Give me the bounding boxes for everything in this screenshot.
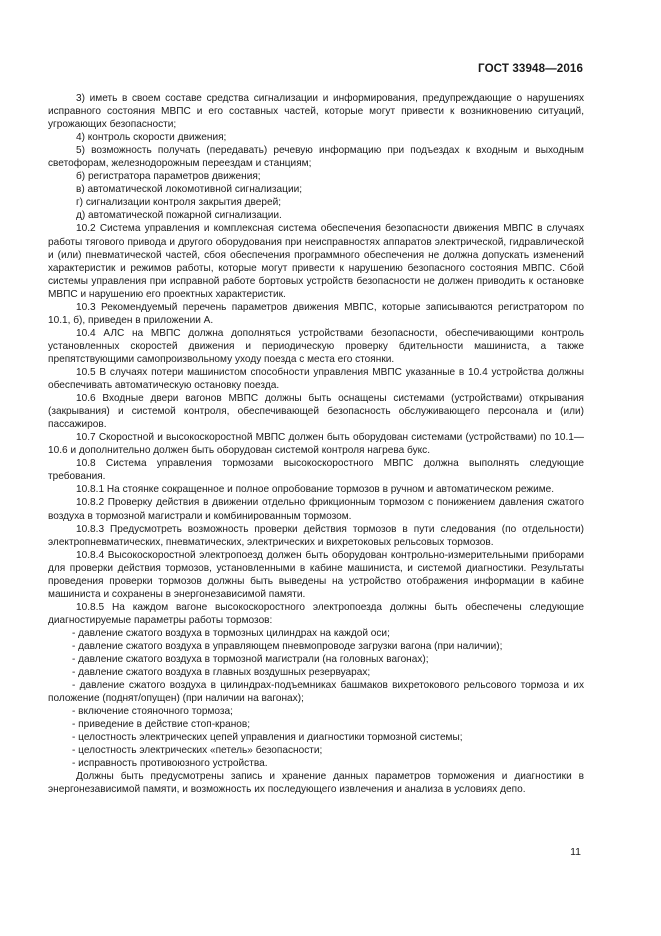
paragraph-10-5: 10.5 В случаях потери машинистом способности управления МВПС указанные в 10.4 устройства должны обеспечивать автоматическую остановку поезда. [48,366,584,392]
paragraph-10-4: 10.4 АЛС на МВПС должна дополняться устройствами безопасности, обеспечивающими контроль установленных скоростей движения и периодическую проверку бдительности машиниста, а также препятствующими самопроизвольному уходу поезда с места его стоянки. [48,327,584,365]
paragraph-item-g: г) сигнализации контроля закрытия дверей; [76,197,282,209]
dash-item: - приведение в действие стоп-кранов; [72,719,251,731]
paragraph-closing: Должны быть предусмотрены запись и хранение данных параметров торможения и диагностики в энергонезависимой памяти, и возможность их последующего извлечения и анализа в условиях депо. [48,771,584,796]
document-header: ГОСТ 33948—2016 [478,62,583,75]
paragraph-item-d: д) автоматической пожарной сигнализации. [76,210,282,222]
paragraph-item-v: в) автоматической локомотивной сигнализации; [76,184,303,196]
paragraph-10-8-5: 10.8.5 На каждом вагоне высокоскоростного электропоезда должны быть обеспечены следующие диагностируемые параметры работы тормозов: [48,601,584,626]
paragraph-10-2: 10.2 Система управления и комплексная система обеспечения безопасности движения МВПС в случаях работы тягового привода и другого оборудования при неисправностях аппаратов электрической, гидравлической и (или) пневматической частей, сбоя обеспечения программного обеспечения не должна допускать изменений характеристик и режимов работы, которые могут привести к нарушению безопасного состояния МВПС. Сбой системы управления при исправной работе бортовых устройств безопасности не должен приводить к остановке МВПС и нарушению его проектных характеристик. [48,223,584,300]
paragraph-10-7: 10.7 Скоростной и высокоскоростной МВПС должен быть оборудован системами (устройствами) по 10.1—10.6 и дополнительно должен быть оборудован системой контроля нагрева букс. [48,432,584,457]
paragraph-item-b: б) регистратора параметров движения; [76,171,261,183]
paragraph-item-5: 5) возможность получать (передавать) речевую информацию при подъездах к входным и выходным светофорам, железнодорожным переездам и станциям; [48,145,584,170]
paragraph-10-8-1: 10.8.1 На стоянке сокращенное и полное опробование тормозов в ручном и автоматическом режиме. [76,484,555,496]
dash-item: - давление сжатого воздуха в управляющем пневмопроводе загрузки вагона (при наличии); [72,640,503,652]
paragraph-10-8: 10.8 Система управления тормозами высокоскоростного МВПС должна выполнять следующие требования. [48,458,584,483]
paragraph-10-8-2: 10.8.2 Проверку действия в движении отдельно фрикционным тормозом с понижением давления сжатого воздуха в тормозной магистрали и комбинированным тормозом. [48,497,584,522]
dash-item: - включение стояночного тормоза; [72,706,233,718]
paragraph-10-6: 10.6 Входные двери вагонов МВПС должны быть оснащены системами (устройствами) открывания (закрывания) и системой контроля, обеспечивающей безопасность обслуживающего персонала и (или) пассажиров. [48,393,584,431]
dash-item: - целостность электрических цепей управления и диагностики тормозной системы; [72,732,463,744]
page-number: 11 [570,846,581,858]
dash-item: - давление сжатого воздуха в тормозной магистрали (на головных вагонах); [72,654,429,666]
dash-item: - давление сжатого воздуха в цилиндрах-подъемниках башмаков вихретокового рельсового тормоза и их положение (поднят/опущен) (при наличии на вагонах); [48,680,584,705]
paragraph-item-4: 4) контроль скорости движения; [76,132,227,144]
paragraph-10-8-4: 10.8.4 Высокоскоростной электропоезд должен быть оборудован контрольно-измерительными приборами для проверки действия тормозов, установленными в кабине машиниста, и системой диагностики. Результаты проведения проверки тормозов должны быть выведены на устройство отображения информации в кабине машиниста и сохранены в энергонезависимой памяти. [48,549,584,600]
dash-item: - давление сжатого воздуха в тормозных цилиндрах на каждой оси; [72,627,390,639]
dash-item: - целостность электрических «петель» безопасности; [72,745,323,757]
document-body [48,92,584,797]
dash-item: - давление сжатого воздуха в главных воздушных резервуарах; [72,667,371,679]
paragraph-10-3: 10.3 Рекомендуемый перечень параметров движения МВПС, которые записываются регистратором по 10.1, б), приведен в приложении А. [48,301,584,326]
paragraph-10-8-3: 10.8.3 Предусмотреть возможность проверки действия тормозов в пути следования (по отдельности) электропневматических, пневматических, электрических и вихретоковых рельсовых тормозов. [48,523,584,548]
dash-item: - исправность противоюзного устройства. [72,758,268,770]
paragraph-item-3: 3) иметь в своем составе средства сигнализации и информирования, предупреждающие о нарушениях исправного состояния МВПС и его составных частей, которые могут привести к возникновению ситуаций, угрожающих безопасности; [48,93,584,131]
